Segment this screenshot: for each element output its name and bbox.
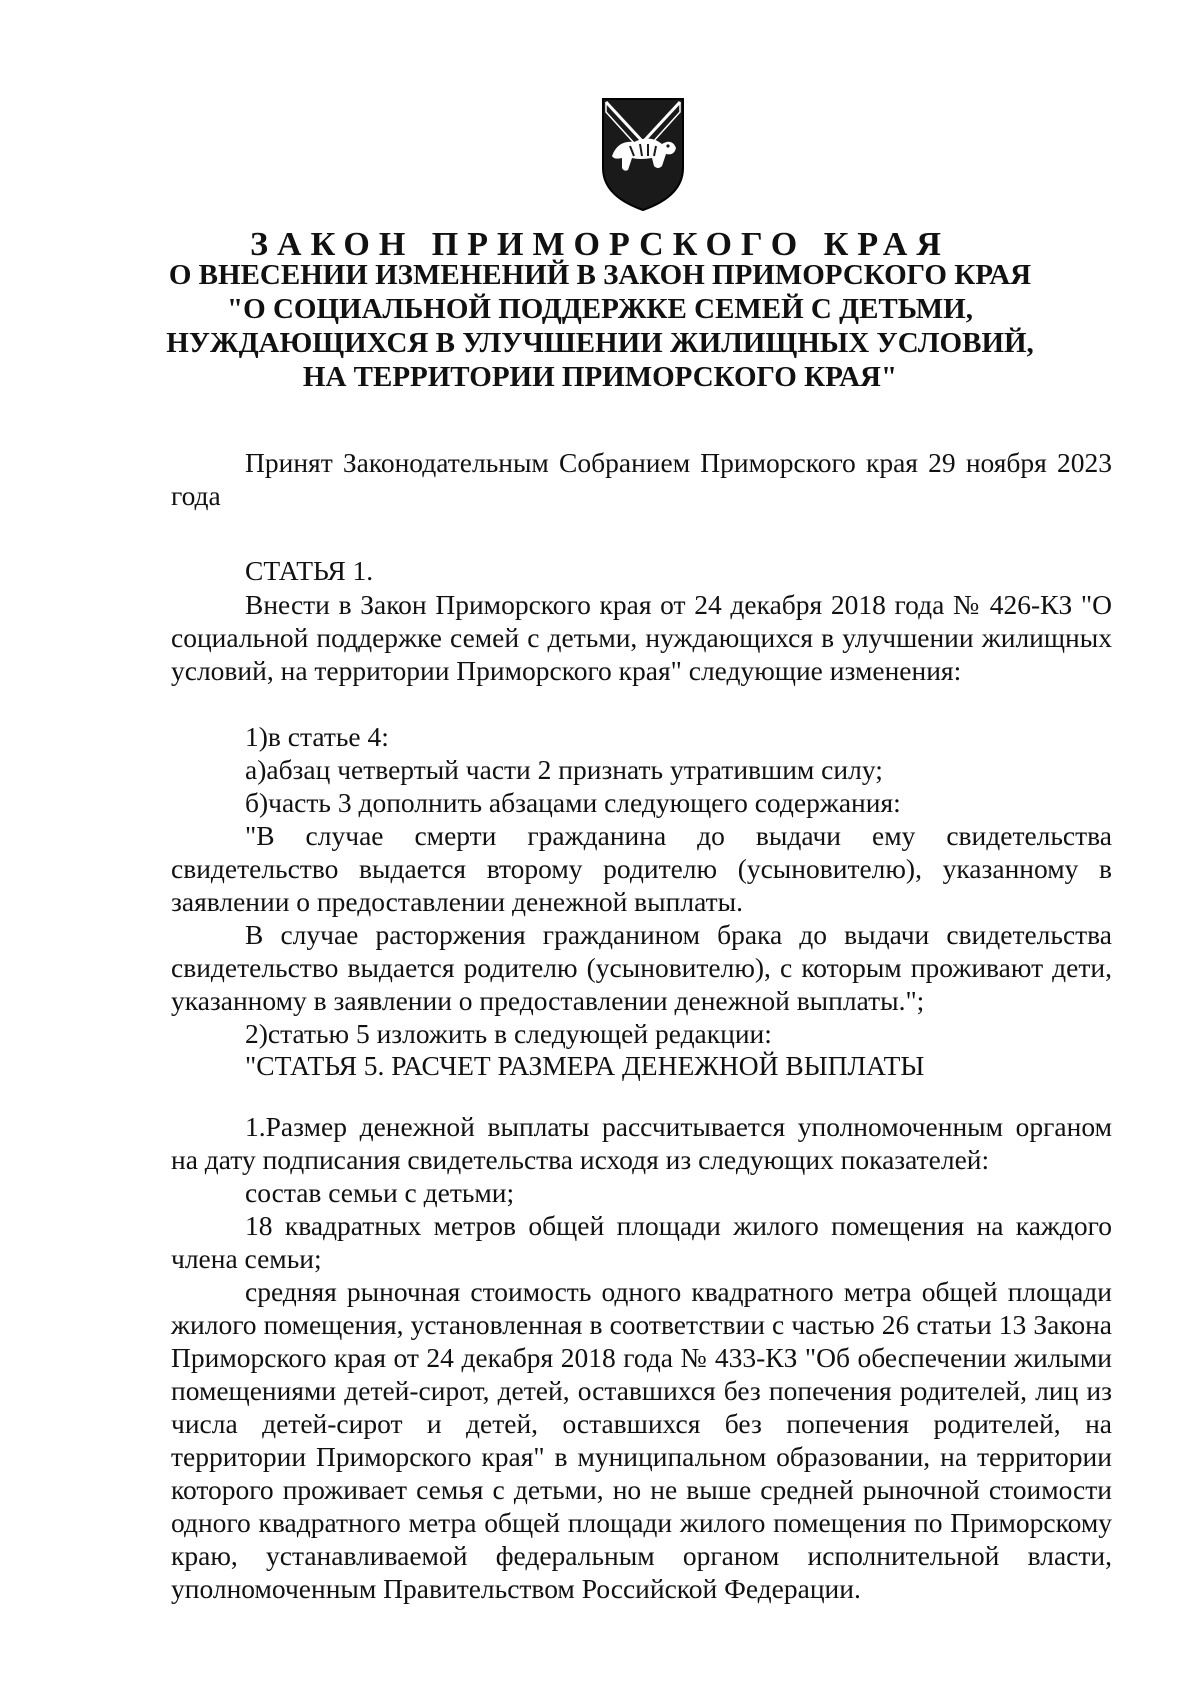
article-1-intro: Внести в Закон Приморского края от 24 декабря 2018 года № 426-КЗ "О социальной поддержке семей с детьми, нуждающихся в улучшении жилищных условий, на территории Приморского края" следующие изменения: — [171, 589, 1112, 686]
item-1b: б)часть 3 дополнить абзацами следующего содержания: — [245, 787, 901, 818]
quote-paragraph-2: В случае расторжения гражданином брака до выдачи свидетельства свидетельство выдается родителю (усыновителю), с которым проживают дети, указанному в заявлении о предоставлении денежной выплаты."; — [171, 919, 1112, 1016]
law-title: ЗАКОН ПРИМОРСКОГО КРАЯ — [250, 226, 950, 263]
article-5-paragraph-1: 1.Размер денежной выплаты рассчитывается уполномоченным органом на дату подписания свидетельства исходя из следующих показателей: — [171, 1111, 1112, 1175]
adoption-note: Принят Законодательным Собранием Приморского края 29 ноября 2023 года — [171, 447, 1112, 511]
indicator-price: средняя рыночная стоимость одного квадратного метра общей площади жилого помещения, установленная в соответствии с частью 26 статьи 13 Закона Приморского края от 24 декабря 2018 года № 433-КЗ "Об обеспечении жилыми помещениями детей-сирот, детей, оставшихся без попечения родителей, лиц из числа детей-сирот и детей, оставшихся без попечения родителей, на территории Приморского края" в муниципальном образовании, на территории которого проживает семья с детьми, но не выше средней рыночной стоимости одного квадратного метра общей площади жилого помещения по Приморскому краю, устанавливаемой федеральным органом исполнительной власти, уполномоченным Правительством Российской Федерации. — [171, 1276, 1112, 1604]
indicator-family: состав семьи с детьми; — [245, 1177, 515, 1208]
subtitle-line: НА ТЕРРИТОРИИ ПРИМОРСКОГО КРАЯ" — [302, 361, 898, 393]
subtitle-line: НУЖДАЮЩИХСЯ В УЛУЧШЕНИИ ЖИЛИЩНЫХ УСЛОВИЙ, — [166, 327, 1034, 359]
item-1: 1)в статье 4: — [245, 721, 389, 752]
indicator-area: 18 квадратных метров общей площади жилого помещения на каждого члена семьи; — [171, 1210, 1112, 1274]
subtitle-line: "О СОЦИАЛЬНОЙ ПОДДЕРЖКЕ СЕМЕЙ С ДЕТЬМИ, — [227, 293, 973, 325]
article-1-title: СТАТЬЯ 1. — [245, 555, 374, 586]
quote-paragraph-1: "В случае смерти гражданина до выдачи ему свидетельства свидетельство выдается второму родителю (усыновителю), указанному в заявлении о предоставлении денежной выплаты. — [171, 820, 1112, 917]
article-5-title: "СТАТЬЯ 5. РАСЧЕТ РАЗМЕРА ДЕНЕЖНОЙ ВЫПЛАТЫ — [245, 1050, 925, 1081]
item-2: 2)статью 5 изложить в следующей редакции: — [245, 1018, 772, 1049]
subtitle-line: О ВНЕСЕНИИ ИЗМЕНЕНИЙ В ЗАКОН ПРИМОРСКОГО КРАЯ — [168, 259, 1032, 291]
coat-of-arms-icon — [600, 96, 686, 212]
item-1a: а)абзац четвертый части 2 признать утратившим силу; — [245, 754, 883, 785]
